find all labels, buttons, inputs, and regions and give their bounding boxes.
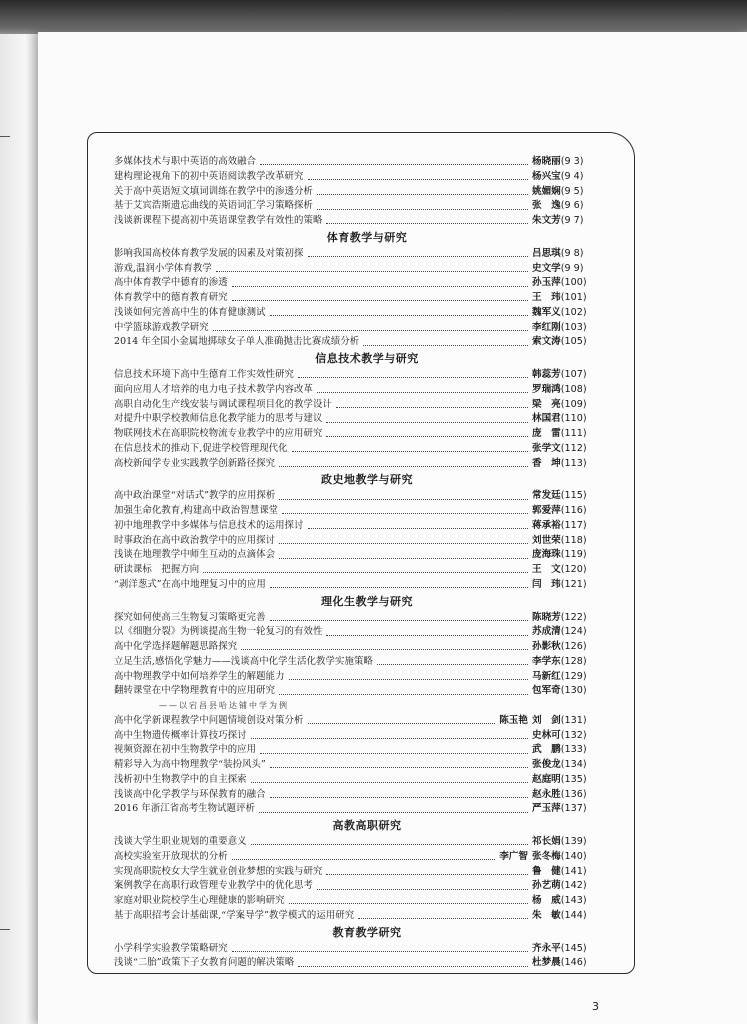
toc-subtitle-note: ——以宕昌县哈达铺中学为例: [159, 701, 289, 710]
toc-entry[interactable]: [114, 155, 620, 170]
toc-entry-page: (109): [560, 398, 587, 410]
toc-entry-author: 包军奇: [532, 685, 561, 697]
toc-entry-page: (105): [560, 336, 587, 348]
toc-entry-author: 孙影秋: [532, 641, 561, 652]
toc-entry-title: 精彩导入为高中物理教学“装扮风头”: [114, 759, 266, 770]
toc-entry-page: (120): [560, 564, 587, 575]
toc-entry-author: 吕思琪: [532, 247, 561, 259]
toc-entry-author: 刘世荣: [532, 534, 561, 546]
toc-entry-title: 高中生物遗传概率计算技巧探讨: [114, 729, 247, 741]
dot-leader: [308, 178, 528, 180]
toc-entry-page: (142): [560, 880, 587, 892]
toc-entry[interactable]: [114, 684, 620, 699]
toc-entry-title: 高职自动化生产线安装与调试课程项目化的教学设计: [114, 398, 332, 410]
toc-entry-author: 姚媚娴: [532, 185, 561, 197]
toc-entry[interactable]: [114, 611, 620, 626]
toc-entry-page: (137): [560, 803, 587, 815]
toc-entry-title: 实现高职院校女大学生就业创业梦想的实践与研究: [114, 865, 323, 877]
toc-entry-author-page: [532, 788, 620, 803]
toc-entry-author: 罗瑞鸿: [532, 383, 561, 395]
toc-entry-page: (133): [560, 744, 587, 756]
dot-leader: [326, 421, 528, 423]
toc-entry-author: 杨晓丽: [532, 156, 561, 167]
left-page-rule: [0, 136, 10, 137]
section-heading: 教育教学研究: [332, 925, 402, 939]
toc-entry-title: 面向应用人才培养的电力电子技术教学内容改革: [114, 383, 313, 395]
left-page-edge: [0, 34, 42, 1024]
toc-entry-author-page: [532, 519, 620, 534]
toc-entry-author-page: [532, 291, 620, 306]
dot-leader: [279, 542, 528, 544]
toc-entry-page: (100): [560, 277, 587, 289]
toc-entry-author: 陈晓芳: [532, 611, 561, 623]
toc-entry-page: (144): [560, 909, 587, 921]
section-heading: 体育教学与研究: [326, 230, 408, 244]
toc-entry[interactable]: [114, 788, 620, 803]
dot-leader: [203, 571, 528, 573]
dot-leader: [232, 299, 528, 301]
toc-entry-page: (132): [560, 729, 587, 741]
toc-entry[interactable]: [114, 879, 620, 894]
dot-leader: [317, 193, 528, 195]
toc-entry[interactable]: [114, 729, 620, 744]
toc-entry-author: 庞 雷: [532, 428, 561, 439]
left-page-rule: [0, 929, 10, 930]
toc-entry-author-page: [532, 578, 620, 593]
toc-entry-page: (9 7): [560, 215, 584, 226]
toc-entry-author-page: [532, 383, 620, 398]
dot-leader: [308, 527, 528, 529]
toc-entry-page: (131): [560, 714, 587, 726]
toc-entry-author: 马新红: [532, 670, 561, 682]
toc-entry-page: (122): [560, 611, 587, 623]
toc-entry-page: (126): [560, 641, 587, 652]
toc-entry-author-page: [532, 306, 620, 321]
toc-entry-author-page: [532, 894, 620, 909]
dot-leader: [308, 255, 528, 257]
toc-entry[interactable]: [114, 306, 620, 321]
toc-entry-author: 林国君: [532, 413, 561, 425]
toc-entry-page: (139): [560, 836, 587, 847]
toc-entry-title: 小学科学实验教学策略研究: [114, 942, 228, 954]
dot-leader: [279, 498, 528, 500]
dot-leader: [241, 648, 528, 650]
table-of-contents: [114, 155, 620, 971]
toc-entry-title: 2014 年全国小金属地掷球女子单人准确抛击比赛成绩分析: [114, 336, 360, 348]
toc-entry[interactable]: [114, 457, 620, 472]
toc-entry[interactable]: [114, 909, 620, 924]
dot-leader: [317, 888, 528, 890]
toc-entry-title: 高校实验室开放现状的分析: [114, 850, 228, 862]
toc-entry-title: 基于高职招考会计基础课,“学案导学”教学模式的运用研究: [114, 909, 355, 921]
toc-entry-page: (121): [560, 578, 587, 590]
toc-entry-author: 梁 亮: [532, 398, 561, 410]
toc-entry-author: 香 坤: [532, 457, 561, 469]
toc-entry-page: (110): [560, 413, 587, 425]
dot-leader: [260, 163, 528, 165]
toc-entry-author-page: [532, 909, 620, 924]
toc-entry-page: (141): [560, 865, 587, 877]
toc-entry[interactable]: [114, 504, 620, 519]
toc-entry-page: (102): [560, 306, 587, 318]
toc-entry-page: (113): [560, 457, 587, 469]
toc-entry-author-page: [532, 655, 620, 670]
toc-entry-title: 翻转课堂在中学物理教育中的应用研究: [114, 685, 276, 697]
toc-entry-title: 中学篮球游戏教学研究: [114, 321, 209, 333]
toc-entry-page: (136): [560, 788, 587, 800]
toc-entry-page: (9 6): [560, 200, 584, 212]
page-number: 3: [592, 1000, 599, 1013]
toc-entry-author-page: [532, 247, 620, 262]
toc-entry-author: 杨兴宝: [532, 170, 561, 182]
section-heading: 信息技术教学与研究: [315, 352, 419, 365]
toc-entry-title: 探究如何使高三生物复习策略更完善: [114, 611, 266, 623]
dot-leader: [279, 465, 528, 467]
toc-entry-author: 韩蕊芳: [532, 369, 561, 380]
toc-entry-page: (119): [560, 549, 587, 561]
toc-entry[interactable]: [114, 368, 620, 383]
toc-entry-page: (140): [560, 850, 587, 862]
toc-entry-title: 物联网技术在高职院校物流专业教学中的应用研究: [114, 428, 323, 439]
dot-leader: [308, 722, 496, 724]
toc-entry-title: 浅谈在地理教学中师生互动的点滴体会: [114, 549, 276, 561]
dot-leader: [270, 619, 528, 621]
toc-entry-author: 史文学: [532, 262, 561, 274]
toc-entry-page: (129): [560, 670, 587, 682]
toc-entry-title: 研读课标 把握方向: [114, 564, 200, 575]
dot-leader: [298, 376, 528, 378]
toc-entry[interactable]: [114, 835, 620, 850]
toc-entry-author-page: [532, 170, 620, 185]
toc-entry[interactable]: [114, 714, 620, 729]
toc-entry-author-page: [532, 563, 620, 578]
toc-entry-title: 高中政治课堂“对话式”教学的应用探析: [114, 490, 276, 502]
toc-entry-author-page: [532, 442, 620, 457]
toc-entry[interactable]: [114, 534, 620, 549]
toc-entry-title: 在信息技术的推动下,促进学校管理现代化: [114, 442, 288, 454]
toc-entry-author: 杜梦晨: [532, 957, 561, 969]
toc-entry-author-page: [532, 879, 620, 894]
section-heading: 政史地教学与研究: [321, 473, 413, 487]
toc-entry[interactable]: [114, 850, 620, 865]
toc-entry-title: 初中地理教学中多媒体与信息技术的运用探讨: [114, 519, 304, 531]
section-heading: 理化生教学与研究: [321, 594, 413, 608]
toc-entry-title: 浅谈大学生职业规划的重要意义: [114, 836, 247, 847]
toc-entry-author: 史林可: [532, 729, 561, 741]
toc-entry-author-page: [532, 548, 620, 563]
toc-entry-page: (130): [560, 685, 587, 697]
toc-entry-author-page: [532, 684, 620, 699]
toc-entry-author: 张冬梅: [532, 850, 561, 862]
toc-entry-title: 多媒体技术与职中英语的高效融合: [114, 156, 257, 167]
toc-entry[interactable]: [114, 398, 620, 413]
toc-entry-title: 高中化学选择题解题思路探究: [114, 641, 238, 652]
dot-leader: [251, 843, 528, 845]
dot-leader: [251, 737, 528, 739]
toc-entry-title: 基于艾宾浩斯遗忘曲线的英语词汇学习策略探析: [114, 200, 313, 212]
dot-leader: [326, 222, 528, 224]
dot-leader: [326, 435, 528, 437]
toc-entry-author-page: [532, 714, 620, 729]
toc-entry-title: 家庭对职业院校学生心理健康的影响研究: [114, 895, 285, 906]
toc-entry-author-page: [532, 729, 620, 744]
dot-leader: [213, 329, 528, 331]
toc-entry-page: (118): [560, 534, 587, 546]
toc-entry-author: 常发廷: [532, 490, 561, 502]
toc-entry[interactable]: [114, 170, 620, 185]
toc-entry-title: 体育教学中的德育教育研究: [114, 292, 228, 303]
toc-entry[interactable]: [114, 291, 620, 306]
toc-entry-author-page: [532, 457, 620, 472]
toc-entry[interactable]: [114, 956, 620, 971]
toc-entry-author: 郭爱萍: [532, 505, 561, 516]
toc-entry-author-page: [532, 865, 620, 880]
toc-entry-title: “剥洋葱式”在高中地理复习中的应用: [114, 578, 266, 590]
dot-leader: [270, 796, 528, 798]
toc-entry-page: (146): [560, 957, 587, 969]
toc-entry-page: (9 8): [560, 247, 584, 259]
dot-leader: [232, 950, 528, 952]
toc-entry-title: 对提升中职学校教师信息化教学能力的思考与建议: [114, 413, 323, 425]
toc-entry[interactable]: [114, 442, 620, 457]
toc-entry-title: 高中化学新课程教学中问题情境创设对策分析: [114, 714, 304, 726]
toc-entry[interactable]: [114, 383, 620, 398]
dot-leader: [232, 285, 528, 287]
toc-entry-title: 建构理论视角下的初中英语阅读教学改革研究: [114, 170, 304, 182]
toc-entry-author-page: [532, 611, 620, 626]
toc-entry[interactable]: [114, 276, 620, 291]
toc-entry-author-page: [532, 773, 620, 788]
toc-entry[interactable]: [114, 548, 620, 563]
toc-entry[interactable]: [114, 335, 620, 350]
toc-entry-author-page: [532, 802, 620, 817]
toc-entry-author-page: [532, 625, 620, 640]
toc-entry-page: (9 9): [560, 262, 584, 274]
toc-entry-title: 2016 年浙江省高考生物试题评析: [114, 803, 256, 815]
toc-entry-page: (117): [560, 519, 587, 531]
toc-entry-title: 时事政治在高中政治教学中的应用探讨: [114, 534, 276, 546]
toc-entry-author-page: [532, 670, 620, 685]
toc-entry-author: 蒋承裕: [532, 519, 561, 531]
toc-entry[interactable]: [114, 942, 620, 957]
toc-entry-title: 高中物理教学中如何培养学生的解题能力: [114, 670, 285, 682]
toc-entry-page: (9 5): [560, 185, 584, 197]
toc-entry-author: 孙玉萍: [532, 277, 561, 289]
toc-entry-title: 浅析初中生物教学中的自主探索: [114, 773, 247, 785]
dot-leader: [336, 406, 528, 408]
toc-entry-author-page: [532, 262, 620, 277]
toc-entry-author: 齐永平: [532, 942, 561, 954]
dot-leader: [317, 208, 528, 210]
toc-entry-author-page: [532, 398, 620, 413]
toc-entry[interactable]: [114, 214, 620, 229]
dot-leader: [279, 557, 528, 559]
toc-entry[interactable]: [114, 655, 620, 670]
toc-entry-author: 李红刚: [532, 321, 561, 333]
dot-leader: [326, 634, 528, 636]
dot-leader: [358, 917, 528, 919]
dot-leader: [216, 270, 528, 272]
toc-entry-co-author: 李广智: [499, 850, 528, 862]
toc-entry-page: (124): [560, 626, 587, 638]
toc-entry[interactable]: [114, 625, 620, 640]
toc-entry-title: 关于高中英语短文填词训练在教学中的渗透分析: [114, 185, 313, 197]
toc-entry-author-page: [532, 504, 620, 519]
toc-entry-author-page: [532, 199, 620, 214]
dot-leader: [289, 902, 528, 904]
toc-entry[interactable]: [114, 519, 620, 534]
toc-entry-page: (9 4): [560, 170, 584, 182]
toc-entry-page: (135): [560, 773, 587, 785]
toc-entry-co-author: 陈玉艳: [499, 714, 528, 726]
toc-entry-author: 张俊龙: [532, 759, 561, 770]
toc-entry[interactable]: [114, 773, 620, 788]
toc-entry-author: 赵庭明: [532, 773, 561, 785]
dot-leader: [363, 344, 528, 346]
toc-entry-page: (111): [560, 428, 587, 439]
toc-entry-author-page: [532, 427, 620, 442]
toc-entry-title: 信息技术环境下高中生德育工作实效性研究: [114, 369, 295, 380]
toc-entry[interactable]: [114, 640, 620, 655]
dot-leader: [260, 752, 528, 754]
dot-leader: [270, 314, 528, 316]
dot-leader: [289, 678, 528, 680]
toc-entry-author: 武 鹏: [532, 744, 561, 756]
toc-entry-author: 杨 威: [532, 895, 561, 906]
toc-entry-author-page: [532, 276, 620, 291]
toc-entry[interactable]: [114, 262, 620, 277]
toc-entry[interactable]: [114, 247, 620, 262]
dot-leader: [270, 766, 528, 768]
toc-entry-page: (116): [560, 505, 587, 516]
dot-leader: [270, 586, 528, 588]
toc-entry[interactable]: [114, 427, 620, 442]
toc-entry-author-page: [532, 758, 620, 773]
toc-entry-author: 鲁 健: [532, 865, 561, 877]
toc-entry-title: 案例教学在高职行政管理专业教学中的优化思考: [114, 880, 313, 892]
toc-entry-author: 庞海珠: [532, 549, 561, 561]
toc-entry-author: 张学文: [532, 442, 561, 454]
toc-entry-page: (134): [560, 759, 587, 770]
section-heading: 高教高职研究: [332, 819, 402, 832]
dot-leader: [251, 781, 528, 783]
toc-entry-author: 朱文芳: [532, 215, 561, 226]
toc-entry-title: 高校新闻学专业实践教学创新路径探究: [114, 457, 276, 469]
toc-entry[interactable]: [114, 321, 620, 336]
toc-entry-author-page: [532, 335, 620, 350]
toc-entry-page: (128): [560, 655, 587, 667]
toc-entry[interactable]: [114, 199, 620, 214]
toc-entry-page: (107): [560, 369, 587, 380]
toc-entry-author-page: [532, 850, 620, 865]
toc-entry[interactable]: [114, 563, 620, 578]
dot-leader: [292, 450, 528, 452]
toc-entry-page: (9 3): [560, 156, 584, 167]
toc-entry-author: 索文涛: [532, 336, 561, 348]
toc-entry-author-page: [532, 489, 620, 504]
toc-entry-author: 王 玮: [532, 292, 561, 303]
toc-entry-page: (143): [560, 895, 587, 906]
toc-entry[interactable]: [114, 743, 620, 758]
toc-entry-author-page: [532, 214, 620, 229]
toc-entry-title: 影响我国高校体育教学发展的因素及对策初探: [114, 247, 304, 259]
toc-entry-author: 李学东: [532, 655, 561, 667]
toc-entry[interactable]: [114, 865, 620, 880]
toc-entry-author: 赵永胜: [532, 788, 561, 800]
toc-entry-title: 浅谈高中化学教学与环保教育的融合: [114, 788, 266, 800]
toc-entry-title: 浅谈如何完善高中生的体育健康测试: [114, 306, 266, 318]
toc-entry-author-page: [532, 956, 620, 971]
toc-entry-title: 以《细胞分裂》为例谈提高生物一轮复习的有效性: [114, 626, 323, 638]
toc-entry-author: 孙艺萌: [532, 880, 561, 892]
toc-entry-author: 张 逸: [532, 200, 561, 212]
toc-entry-page: (101): [560, 292, 587, 303]
toc-entry[interactable]: [114, 670, 620, 685]
toc-entry-title: 游戏,温润小学体育教学: [114, 262, 212, 274]
toc-entry-author-page: [532, 321, 620, 336]
toc-entry-page: (145): [560, 942, 587, 954]
toc-entry[interactable]: [114, 758, 620, 773]
toc-entry-author: 祁长娟: [532, 836, 561, 847]
toc-entry-title: 立足生活,感悟化学魅力——浅谈高中化学生活化教学实施策略: [114, 655, 373, 667]
toc-entry-author: 魏军义: [532, 306, 561, 318]
dot-leader: [279, 693, 528, 695]
toc-entry[interactable]: [114, 578, 620, 593]
toc-entry-author-page: [532, 835, 620, 850]
toc-entry[interactable]: [114, 412, 620, 427]
toc-entry-title: 视频资源在初中生物教学中的应用: [114, 744, 257, 756]
toc-entry-author: 严玉萍: [532, 803, 561, 815]
toc-entry-author: 闫 玮: [532, 578, 561, 590]
toc-entry-author: 王 文: [532, 564, 561, 575]
toc-entry-author-page: [532, 942, 620, 957]
toc-entry[interactable]: [114, 489, 620, 504]
toc-entry-author-page: [532, 368, 620, 383]
toc-entry-author: 刘 剑: [532, 714, 561, 726]
dot-leader: [377, 663, 528, 665]
toc-entry[interactable]: [114, 185, 620, 200]
toc-entry-title: 浅谈新课程下提高初中英语课堂教学有效性的策略: [114, 215, 323, 226]
toc-entry-author: 朱 敏: [532, 909, 561, 921]
toc-entry-author: 苏成清: [532, 626, 561, 638]
toc-entry[interactable]: [114, 802, 620, 817]
toc-entry-page: (112): [560, 442, 587, 454]
toc-entry-page: (115): [560, 490, 587, 502]
dot-leader: [298, 965, 528, 967]
toc-entry-page: (108): [560, 383, 587, 395]
toc-entry-title: 高中体育教学中德育的渗透: [114, 277, 228, 289]
dot-leader: [326, 873, 528, 875]
toc-entry-title: 加强生命化教育,构建高中政治智慧课堂: [114, 505, 279, 516]
toc-entry-title: 浅谈“二胎”政策下子女教育问题的解决策略: [114, 957, 295, 969]
toc-entry-author-page: [532, 640, 620, 655]
dot-leader: [259, 811, 528, 813]
toc-entry-author-page: [532, 185, 620, 200]
toc-entry[interactable]: [114, 894, 620, 909]
dot-leader: [317, 391, 528, 393]
dot-leader: [282, 512, 528, 514]
toc-entry-page: (103): [560, 321, 587, 333]
toc-entry-author-page: [532, 155, 620, 170]
toc-entry-author-page: [532, 412, 620, 427]
toc-entry-author-page: [532, 743, 620, 758]
toc-entry-author-page: [532, 534, 620, 549]
dot-leader: [232, 858, 496, 860]
